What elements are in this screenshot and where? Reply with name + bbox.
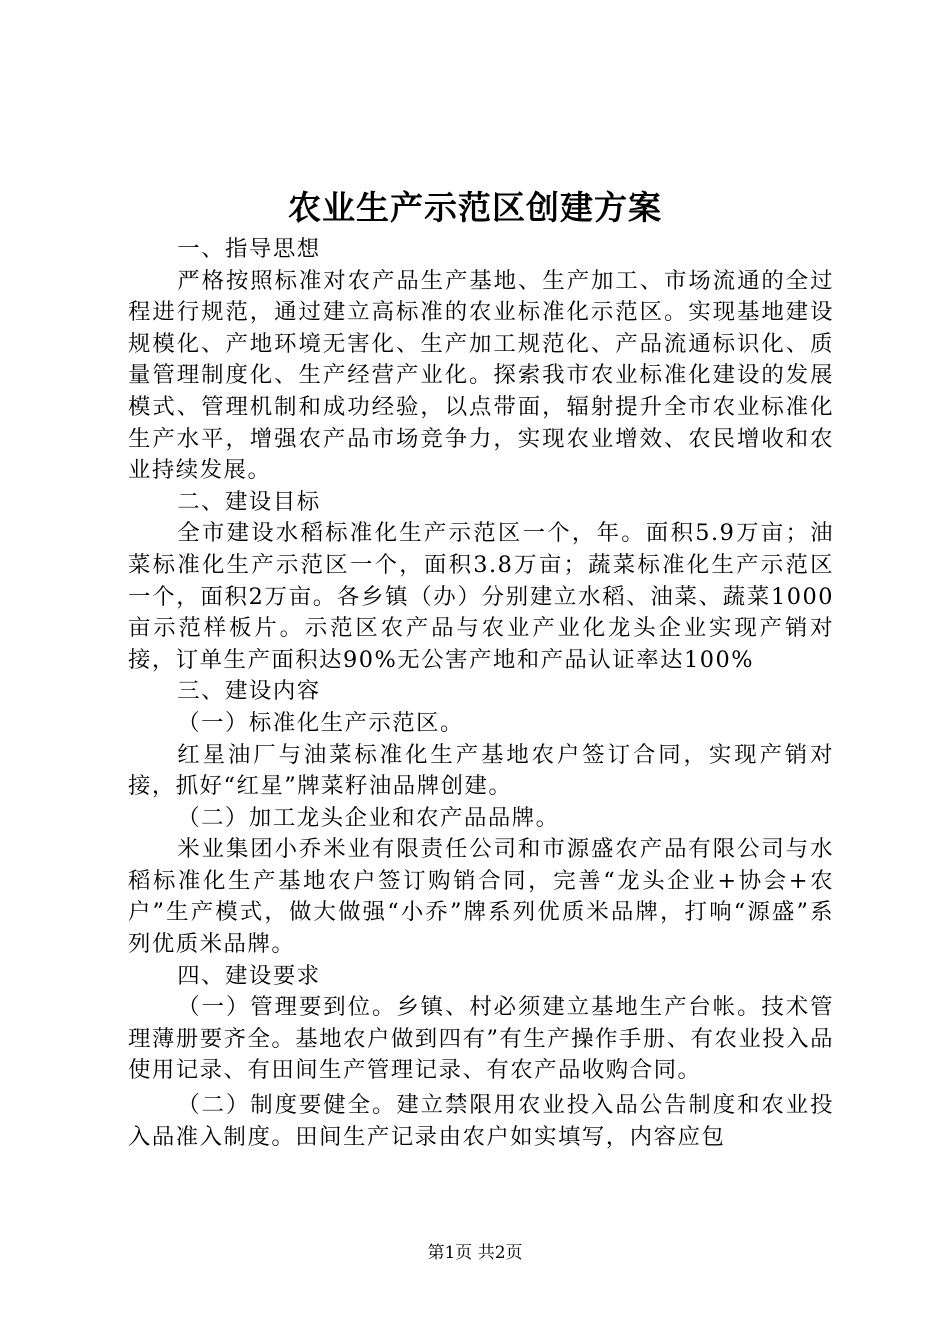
document-body bbox=[128, 234, 834, 1153]
paragraph: 米业集团小乔米业有限责任公司和市源盛农产品有限公司与水稻标准化生产基地农户签订购销合同，完善“龙头企业+协会+农户”生产模式，做大做强“小乔”牌系列优质米品牌，打响“源盛”系列优质米品牌。 bbox=[128, 836, 834, 958]
section-heading: 四、建设要求 bbox=[177, 962, 321, 989]
paragraph: 红星油厂与油菜标准化生产基地农户签订合同，实现产销对接，抓好“红星”牌菜籽油品牌创建。 bbox=[128, 741, 834, 800]
subsection-heading: （一）标准化生产示范区。 bbox=[177, 709, 464, 736]
subsection-heading: （二）加工龙头企业和农产品品牌。 bbox=[177, 804, 560, 831]
paragraph: （二）制度要健全。建立禁限用农业投入品公告制度和农业投入品准入制度。田间生产记录由农户如实填写，内容应包 bbox=[128, 1092, 834, 1150]
document-title: 农业生产示范区创建方案 bbox=[288, 188, 662, 227]
paragraph: （一）管理要到位。乡镇、村必须建立基地生产台帐。技术管理薄册要齐全。基地农户做到四有”有生产操作手册、有农业投入品使用记录、有田间生产管理记录、有农产品收购合同。 bbox=[128, 994, 834, 1084]
page-footer: 第1页 共2页 bbox=[427, 1243, 523, 1263]
section-heading: 三、建设内容 bbox=[177, 678, 321, 705]
paragraph: 严格按照标准对农产品生产基地、生产加工、市场流通的全过程进行规范，通过建立高标准的农业标准化示范区。实现基地建设规模化、产地环境无害化、生产加工规范化、产品流通标识化、质量管理制度化、生产经营产业化。探索我市农业标准化建设的发展模式、管理机制和成功经验，以点带面，辐射提升全市农业标准化生产水平，增强农产品市场竞争力，实现农业增效、农民增收和农业持续发展。 bbox=[128, 267, 834, 484]
paragraph: 全市建设水稻标准化生产示范区一个，年。面积5.9万亩；油菜标准化生产示范区一个，面积3.8万亩；蔬菜标准化生产示范区一个，面积2万亩。各乡镇（办）分别建立水稻、油菜、蔬菜1000亩示范样板片。示范区农产品与农业产业化龙头企业实现产销对接，订单生产面积达90%无公害产地和产品认证率达100% bbox=[128, 520, 834, 673]
section-heading: 二、建设目标 bbox=[177, 488, 321, 515]
section-heading: 一、指导思想 bbox=[177, 236, 321, 262]
